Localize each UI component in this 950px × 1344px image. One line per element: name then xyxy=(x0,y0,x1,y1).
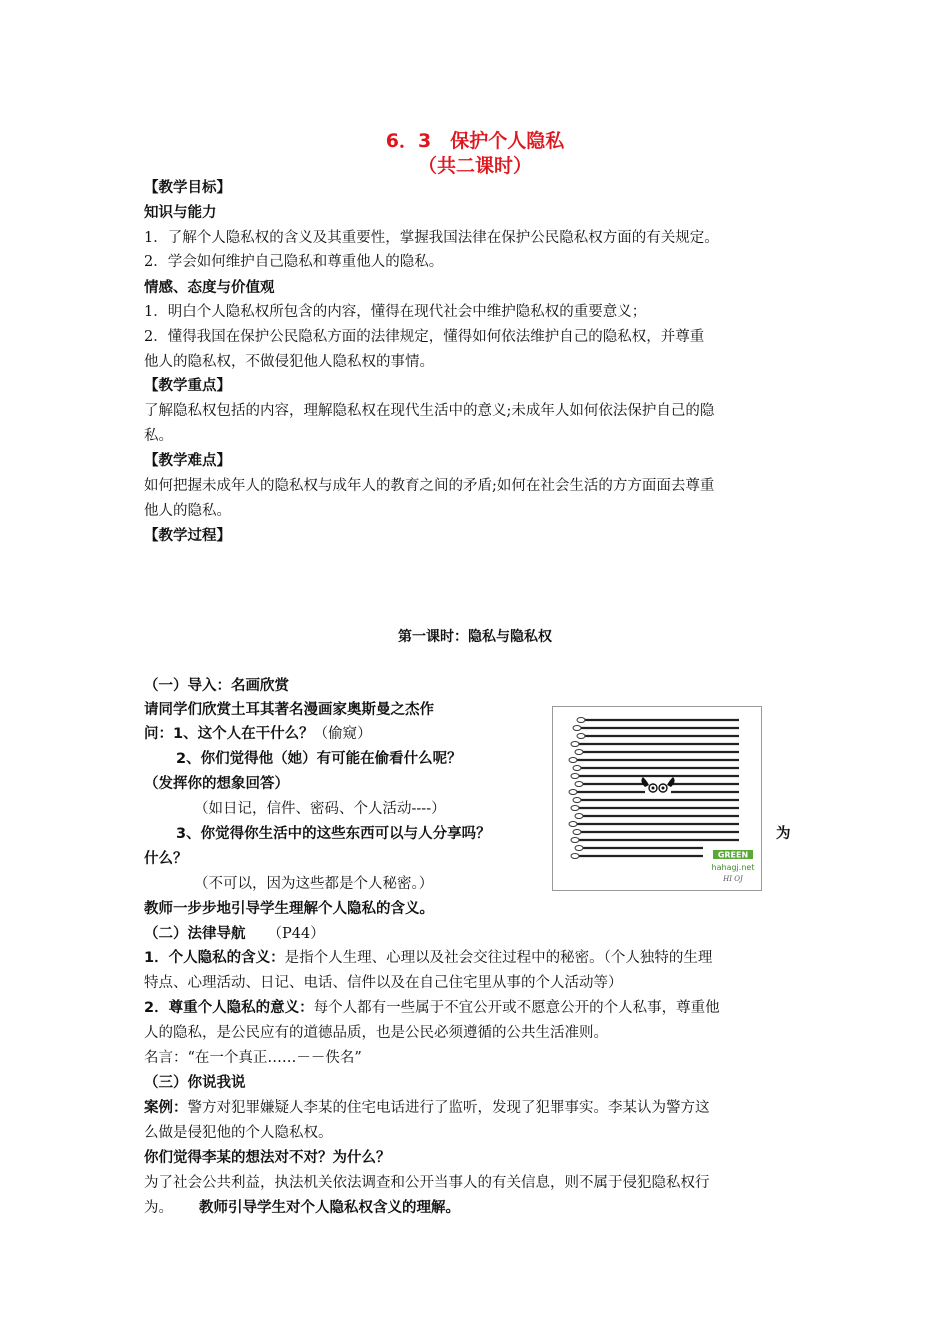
question-3: 3、你觉得你生活中的这些东西可以与人分享吗？ xyxy=(176,826,491,842)
intro-invite: 请同学们欣赏土耳其著名漫画家奥斯曼之杰作 xyxy=(144,702,434,718)
cartoon-image xyxy=(552,706,762,891)
question-1-answer: （偷窥） xyxy=(313,726,372,742)
teacher-guide-1: 教师一步步地引导学生理解个人隐私的含义。 xyxy=(144,901,434,917)
question-2: 2、你们觉得他（她）有可能在偷看什么呢？ xyxy=(176,751,462,767)
key-points-text: 了解隐私权包括的内容，理解隐私权在现代生活中的意义;未成年人如何依法保护自己的隐 xyxy=(144,403,715,419)
section-3-heading: （三）你说我说 xyxy=(144,1075,246,1091)
case-text: 警方对犯罪嫌疑人李某的住宅电话进行了监听，发现了犯罪事实。李某认为警方这 xyxy=(187,1100,710,1116)
case-text-cont: 么做是侵犯他的个人隐私权。 xyxy=(144,1125,333,1141)
section-process: 【教学过程】 xyxy=(144,528,231,544)
case-question: 你们觉得李某的想法对不对？为什么？ xyxy=(144,1150,391,1166)
privacy-meaning-cont: 人的隐私，是公民应有的道德品质，也是公民必须遵循的公共生活准则。 xyxy=(144,1025,608,1041)
privacy-meaning xyxy=(144,998,720,1018)
privacy-definition xyxy=(144,948,712,968)
famous-quote: 名言：“在一个真正……－－佚名” xyxy=(144,1050,362,1066)
slat-end-caps xyxy=(569,718,585,859)
privacy-definition-text: 是指个人生理、心理以及社会交往过程中的秘密。（个人独特的生理 xyxy=(284,950,713,966)
blinds-illustration xyxy=(553,707,761,890)
difficulties-text: 如何把握未成年人的隐私权与成年人的教育之间的矛盾;如何在社会生活的方方面面去尊重 xyxy=(144,478,715,494)
teacher-guide-2: 教师引导学生对个人隐私权含义的理解。 xyxy=(199,1200,460,1216)
example-answer: （如日记，信件、密码、个人活动----） xyxy=(194,801,446,817)
heading-knowledge: 知识与能力 xyxy=(144,205,217,221)
intro-heading: （一）导入：名画欣赏 xyxy=(144,678,289,694)
lesson-1-heading: 第一课时：隐私与隐私权 xyxy=(398,629,552,645)
privacy-definition-label: 1．个人隐私的含义： xyxy=(144,950,285,966)
peeking-face-icon xyxy=(641,777,674,795)
emotion-item-1: 1．明白个人隐私权所包含的内容，懂得在现代社会中维护隐私权的重要意义； xyxy=(144,304,647,320)
privacy-meaning-text: 每个人都有一些属于不宜公开或不愿意公开的个人私事，尊重他 xyxy=(313,1000,720,1016)
emotion-item-2-cont: 他人的隐私权，不做侵犯他人隐私权的事情。 xyxy=(144,354,434,370)
case-answer: 为了社会公共利益，执法机关依法调查和公开当事人的有关信息，则不属于侵犯隐私权行 xyxy=(144,1175,710,1191)
doc-subtitle: （共二课时） xyxy=(417,155,532,177)
imagine-prompt: （发挥你的想象回答） xyxy=(144,776,289,792)
difficulties-text-cont: 他人的隐私。 xyxy=(144,503,231,519)
question-3-answer: （不可以，因为这些都是个人秘密。） xyxy=(194,876,434,892)
case-label: 案例： xyxy=(144,1100,188,1116)
artist-signature: HI OJ xyxy=(723,875,743,883)
question-3-why: 什么？ xyxy=(144,851,188,867)
section-teaching-goals: 【教学目标】 xyxy=(144,180,231,196)
law-nav-heading: （二）法律导航 xyxy=(144,926,246,942)
privacy-meaning-label: 2．尊重个人隐私的意义： xyxy=(144,1000,314,1016)
knowledge-item-1: 1．了解个人隐私权的含义及其重要性，掌握我国法律在保护公民隐私权方面的有关规定。 xyxy=(144,230,719,246)
law-nav xyxy=(144,924,325,944)
section-difficulties: 【教学难点】 xyxy=(144,453,231,469)
case xyxy=(144,1098,710,1118)
watermark-line1: GREEN xyxy=(717,850,749,860)
law-nav-page: （P44） xyxy=(267,926,325,942)
case-answer-cont xyxy=(144,1198,460,1218)
privacy-definition-cont: 特点、心理活动、日记、电话、信件以及在自己住宅里从事的个人活动等） xyxy=(144,975,623,991)
question-1 xyxy=(144,724,372,744)
key-points-text-cont: 私。 xyxy=(144,428,173,444)
knowledge-item-2: 2．学会如何维护自己隐私和尊重他人的隐私。 xyxy=(144,254,444,270)
heading-emotion: 情感、态度与价值观 xyxy=(144,280,275,296)
section-key-points: 【教学重点】 xyxy=(144,378,231,394)
case-answer-end: 为。 xyxy=(144,1200,173,1216)
doc-title: 6．3 保护个人隐私 xyxy=(385,130,565,152)
emotion-item-2: 2．懂得我国在保护公民隐私方面的法律规定，懂得如何依法维护自己的隐私权，并尊重 xyxy=(144,329,705,345)
watermark-line2: hahagj.net xyxy=(711,863,755,872)
question-3-wei: 为 xyxy=(776,826,791,842)
question-1-label: 问：1、这个人在干什么？ xyxy=(144,726,314,742)
